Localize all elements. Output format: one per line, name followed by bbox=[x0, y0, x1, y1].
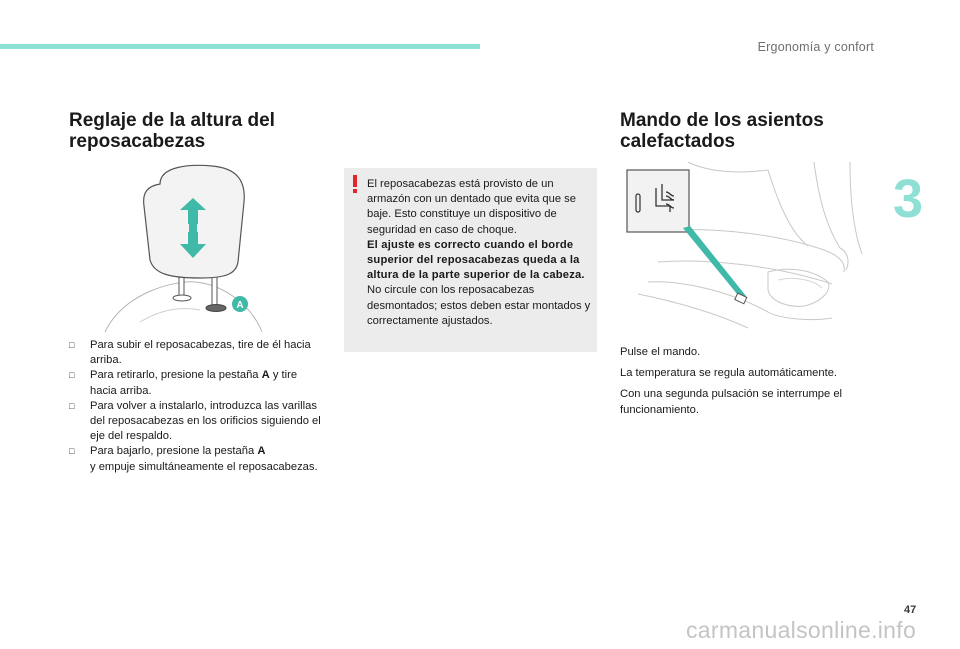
checkbox-bullet-icon: □ bbox=[69, 340, 75, 350]
instruction-paragraph: Pulse el mando. bbox=[620, 346, 701, 358]
heading-line: calefactados bbox=[620, 131, 736, 152]
list-item: □ Para retirarlo, presione la pestaña A y tire hacia arriba. bbox=[69, 369, 298, 397]
list-item: □ Para bajarlo, presione la pestaña A y empuje simultáneamente el reposacabezas. bbox=[69, 445, 318, 473]
watermark: carmanualsonline.info bbox=[686, 617, 917, 643]
headrest-height-heading bbox=[69, 110, 275, 152]
heading-line: Mando de los asientos bbox=[620, 110, 824, 131]
warning-note bbox=[344, 168, 597, 352]
chapter-number: 3 bbox=[893, 169, 924, 229]
instruction-paragraph: Con una segunda pulsación se interrumpe el funcionamiento. bbox=[620, 388, 843, 416]
section-header: Ergonomía y confort bbox=[757, 40, 874, 54]
checkbox-bullet-icon: □ bbox=[69, 400, 75, 411]
checkbox-bullet-icon: □ bbox=[69, 446, 75, 457]
warning-intro: El reposacabezas está provisto de un armazón con un dentado que evita que se baje. Esto constituye un dispositivo de seguridad en caso de choque. bbox=[367, 178, 576, 236]
checkbox-bullet-icon: □ bbox=[69, 370, 75, 381]
list-item: □ Para volver a instalarlo, introduzca las varillas del reposacabezas en los orificios siguiendo el eje del respaldo. bbox=[69, 399, 321, 443]
accent-bar bbox=[0, 44, 480, 49]
exclamation-icon bbox=[352, 175, 358, 193]
heated-seats-heading bbox=[620, 110, 824, 152]
instruction-paragraph: La temperatura se regula automáticamente. bbox=[620, 367, 838, 380]
heading-line: reposacabezas bbox=[69, 131, 206, 152]
heated-seat-illustration bbox=[618, 162, 868, 330]
warning-outro: No circule con los reposacabezas desmontados; estos deben estar montados y correctamente ajustados. bbox=[367, 284, 591, 327]
list-item: □ Para subir el reposacabezas, tire de él hacia arriba. bbox=[69, 339, 311, 367]
warning-emphasis: El ajuste es correcto cuando el borde superior del reposacabezas queda a la altura de la parte superior de la cabeza. bbox=[367, 238, 585, 282]
instruction-list bbox=[69, 338, 324, 475]
warning-text bbox=[367, 177, 592, 329]
headrest-illustration bbox=[100, 162, 270, 338]
heated-seats-instructions bbox=[620, 345, 870, 424]
heading-line: Reglaje de la altura del bbox=[69, 110, 275, 131]
figure-label-a: A bbox=[236, 300, 244, 311]
page-number: 47 bbox=[904, 604, 917, 616]
